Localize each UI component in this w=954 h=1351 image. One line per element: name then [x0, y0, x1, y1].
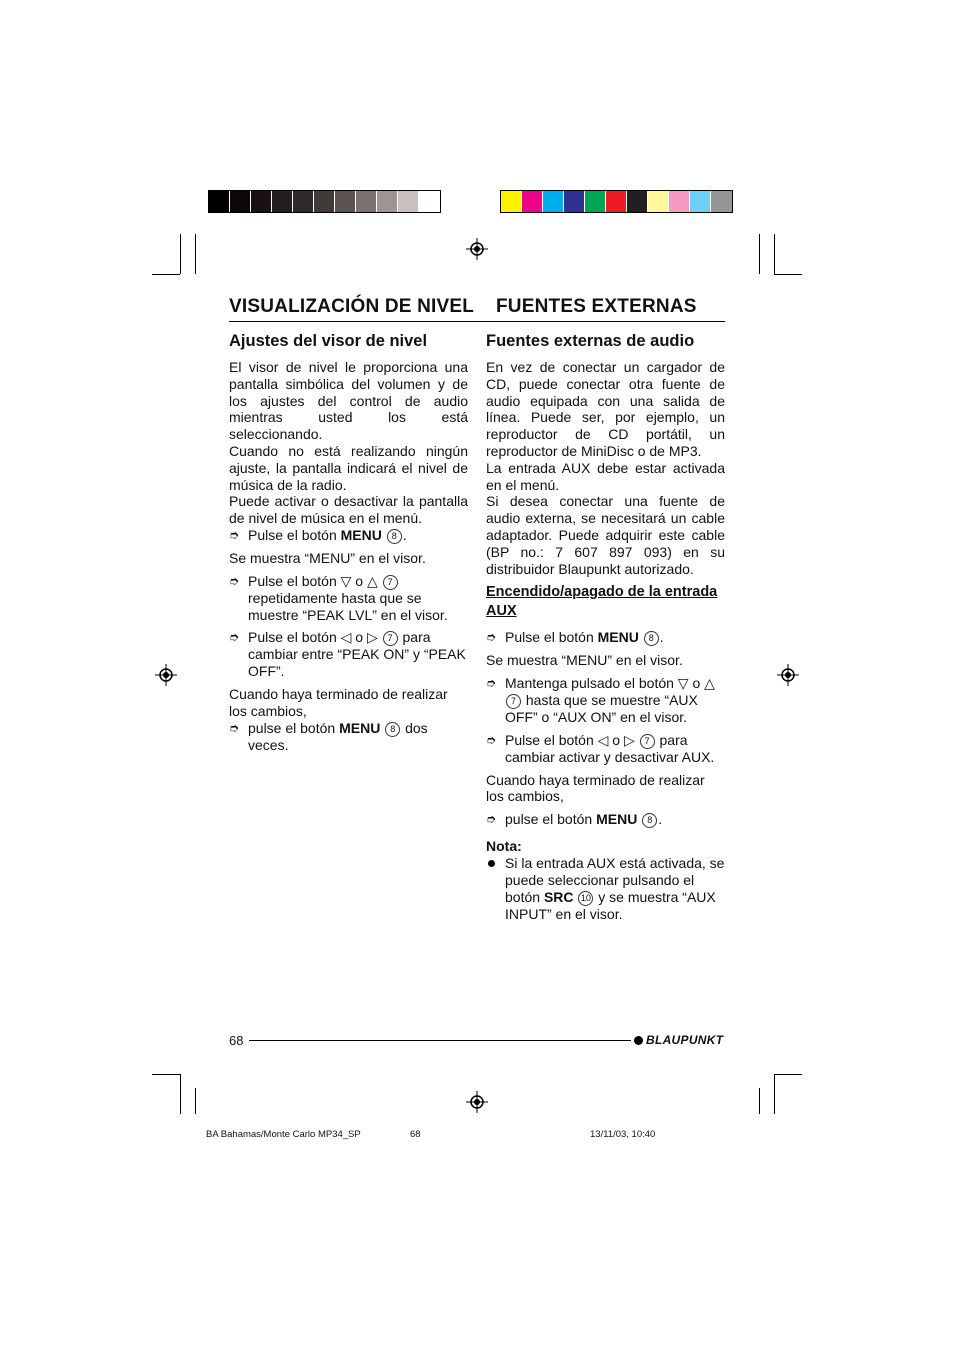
registration-mark-icon — [155, 664, 177, 686]
color-swatch — [209, 191, 230, 212]
instruction-step: ➮ pulse el botón MENU 8 dos veces. — [229, 719, 428, 753]
color-swatch — [648, 191, 669, 212]
footer-divider — [249, 1040, 631, 1041]
button-number-badge: 10 — [578, 891, 593, 906]
print-slug-file: BA Bahamas/Monte Carlo MP34_SP — [206, 1129, 361, 1140]
registration-mark-icon — [777, 664, 799, 686]
button-number-badge: 7 — [383, 631, 398, 646]
brand-dot-icon — [634, 1036, 643, 1045]
crop-mark — [774, 234, 775, 274]
status-note: Se muestra “MENU” en el visor. — [229, 549, 426, 566]
step-arrow-icon: ➮ — [486, 732, 497, 747]
crop-mark — [774, 1074, 802, 1075]
section-title-right: FUENTES EXTERNAS — [496, 296, 697, 317]
instruction-step: ➮ Pulse el botón MENU 8 . — [229, 526, 407, 543]
status-note: Se muestra “MENU” en el visor. — [486, 652, 683, 669]
step-arrow-icon: ➮ — [229, 573, 240, 588]
page-number: 68 — [229, 1033, 244, 1048]
instruction-step: ➮ Mantenga pulsado el botón ▽ o △ 7 hasta que se muestre “AUX OFF” o “AUX ON” en el visor. — [486, 675, 715, 725]
instruction-step: ➮ Pulse el botón MENU 8 . — [486, 629, 664, 646]
right-paragraph: La entrada AUX debe estar activada en el menú. — [486, 459, 725, 493]
left-column — [229, 331, 468, 753]
title-divider — [229, 321, 725, 322]
color-swatch — [606, 191, 627, 212]
color-swatch — [501, 191, 522, 212]
button-number-badge: 8 — [642, 813, 657, 828]
left-heading: Ajustes del visor de nivel — [229, 332, 428, 350]
left-paragraph: El visor de nivel le proporciona una pantalla simbólica del volumen y de los ajustes del control de audio mientras usted los está seleccionando. — [229, 359, 468, 443]
grayscale-calibration-bar — [208, 190, 441, 213]
button-number-badge: 7 — [383, 575, 398, 590]
color-swatch — [356, 191, 377, 212]
crop-mark — [774, 274, 802, 275]
color-swatch — [585, 191, 606, 212]
crop-mark — [195, 1088, 196, 1114]
color-swatch — [335, 191, 356, 212]
crop-mark — [774, 1074, 775, 1114]
color-swatch — [398, 191, 419, 212]
bullet-icon — [488, 860, 495, 867]
color-swatch — [419, 191, 440, 212]
registration-mark-icon — [466, 1091, 488, 1113]
color-swatch — [522, 191, 543, 212]
step-arrow-icon: ➮ — [486, 676, 497, 691]
button-number-badge: 8 — [644, 631, 659, 646]
step-arrow-icon: ➮ — [229, 527, 240, 542]
brand-name: BLAUPUNKT — [646, 1033, 724, 1047]
color-swatch — [711, 191, 732, 212]
button-number-badge: 8 — [387, 529, 402, 544]
color-swatch — [627, 191, 648, 212]
step-arrow-icon: ➮ — [229, 720, 240, 735]
color-swatch — [272, 191, 293, 212]
status-note: Cuando haya terminado de realizar los cambios, — [486, 771, 705, 805]
crop-mark — [759, 234, 760, 274]
color-swatch — [564, 191, 585, 212]
button-number-badge: 7 — [640, 734, 655, 749]
color-swatch — [230, 191, 251, 212]
crop-mark — [759, 1088, 760, 1114]
step-arrow-icon: ➮ — [486, 812, 497, 827]
print-slug-date: 13/11/03, 10:40 — [590, 1129, 656, 1140]
left-paragraph: Cuando no está realizando ningún ajuste, la pantalla indicará el nivel de música de la radio. — [229, 442, 468, 493]
crop-mark — [152, 274, 180, 275]
color-swatch — [543, 191, 564, 212]
print-slug-page: 68 — [410, 1129, 421, 1140]
color-swatch — [314, 191, 335, 212]
instruction-step: ➮ Pulse el botón ◁ o ▷ 7 para cambiar activar y desactivar AUX. — [486, 731, 715, 765]
instruction-step: ➮ pulse el botón MENU 8 . — [486, 811, 663, 828]
instruction-step: ➮ Pulse el botón ▽ o △ 7 repetidamente hasta que se muestre “PEAK LVL” en el visor. — [229, 572, 448, 623]
left-paragraph: Puede activar o desactivar la pantalla de nivel de música en el menú. — [229, 493, 468, 527]
step-arrow-icon: ➮ — [229, 630, 240, 645]
nota-label: Nota: — [486, 838, 522, 855]
note-bullet: Si la entrada AUX está activada, se puede seleccionar pulsando el botón SRC 10 y se muestra “AUX INPUT” en el visor. — [486, 855, 725, 922]
right-column — [486, 331, 725, 922]
right-paragraph: En vez de conectar un cargador de CD, puede conectar otra fuente de audio equipada con una salida de línea. Puede ser, por ejemplo, un reproductor de CD portátil, un reproductor de MiniDisc o de MP3. — [486, 359, 725, 459]
color-swatch — [690, 191, 711, 212]
crop-mark — [152, 1074, 180, 1075]
color-swatch — [377, 191, 398, 212]
button-number-badge: 7 — [506, 694, 521, 709]
right-paragraph: Si desea conectar una fuente de audio externa, se necesitará un cable adaptador. Puede adquirir este cable (BP no.: 7 607 897 093) en su distribuidor Blaupunkt autorizado. — [486, 493, 725, 577]
crop-mark — [180, 1074, 181, 1114]
registration-mark-icon — [466, 238, 488, 260]
status-note: Cuando haya terminado de realizar los cambios, — [229, 685, 448, 719]
right-subheading: Encendido/apagado de la entrada AUX — [486, 584, 718, 620]
button-number-badge: 8 — [385, 722, 400, 737]
crop-mark — [195, 234, 196, 274]
color-swatch — [293, 191, 314, 212]
instruction-step: ➮ Pulse el botón ◁ o ▷ 7 para cambiar entre “PEAK ON” y “PEAK OFF”. — [229, 629, 466, 680]
color-swatch — [669, 191, 690, 212]
section-title-left: VISUALIZACIÓN DE NIVEL — [229, 296, 475, 317]
color-calibration-bar — [500, 190, 733, 213]
color-swatch — [251, 191, 272, 212]
right-heading: Fuentes externas de audio — [486, 332, 695, 350]
brand-logo — [634, 1033, 723, 1047]
step-arrow-icon: ➮ — [486, 630, 497, 645]
crop-mark — [180, 234, 181, 274]
